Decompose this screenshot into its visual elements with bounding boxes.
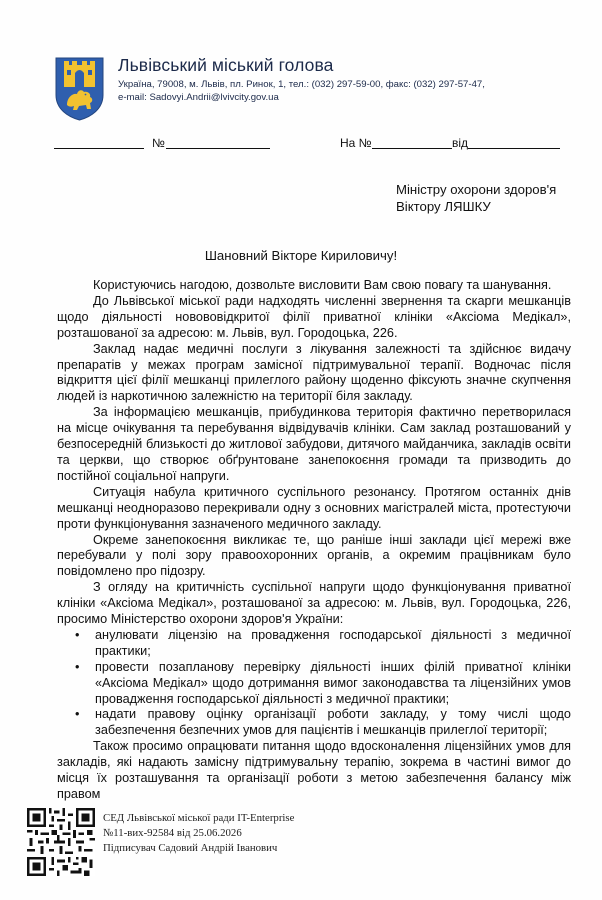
paragraph: Заклад надає медичні послуги з лікування залежності та здійснює видачу препаратів у межах програм замісної підтримувальної терапії. Водночас після відкриття цієї філії мешканці прилеглого району щоденно фіксують значне скупчення людей із наркотичною залежністю на території біля закладу.: [57, 341, 571, 404]
footer-document-number: №11-вих-92584 від 25.06.2026: [103, 827, 242, 839]
paragraph: Користуючись нагодою, дозвольте висловити Вам свою повагу та шанування.: [93, 278, 552, 292]
paragraph: Ситуація набула критичного суспільного резонансу. Протягом останніх днів мешканці неодноразово перекривали одну з основних магістралей міста, протестуючи проти функціонування зазначеного медичного закладу.: [57, 484, 571, 531]
header-title: Львівський міський голова: [118, 55, 334, 75]
outgoing-number-blank: [166, 148, 270, 149]
letter-body: [57, 278, 571, 803]
paragraph: Окреме занепокоєння викликає те, що раніше інші заклади цієї мережі вже перебували у полі зору правоохоронних органів, а окремим працівникам було повідомлено про підозру.: [57, 532, 571, 579]
lviv-coat-of-arms-icon: [55, 57, 104, 121]
footer-eds-system: СЕД Львівської міської ради IT-Enterprise: [103, 812, 295, 824]
outgoing-date-blank: [54, 148, 144, 149]
paragraph: За інформацією мешканців, прибудинкова територія фактично перетворилася на місце очікування та перебування відвідувачів клініки. Сам заклад розташований у безпосередній близькості до житлової забудови, дитячого майданчика, закладів освіти та церкви, що створює обґрунтоване занепокоєння громади та призводить до постійної соціальної напруги.: [57, 405, 571, 483]
salutation: Шановний Вікторе Кириловичу!: [204, 248, 398, 263]
header-email-text: e-mail: Sadovyi.Andrii@lvivcity.gov.ua: [118, 92, 279, 103]
incoming-date-blank: [468, 148, 560, 149]
outgoing-number-sign: №: [152, 136, 165, 150]
addressee-position: Міністру охорони здоров'я: [396, 182, 557, 197]
header-address: Україна, 79008, м. Львів, пл. Ринок, 1, тел.: (032) 297-59-00, факс: (032) 297-57-47,: [118, 79, 485, 90]
paragraph: Також просимо опрацювати питання щодо вдосконалення ліцензійних умов для закладів, які надають замісну підтримувальну терапію, зокрема в частині вимог до місця їх розташування та організації роботи з метою забезпечення балансу між правом: [57, 739, 571, 801]
qr-code-icon: [26, 808, 96, 876]
incoming-number-label: На №: [340, 136, 372, 150]
incoming-number-blank: [372, 148, 452, 149]
request-list-item: • провести позапланову перевірку діяльності інших філій приватної клініки «Аксіома Медікал» щодо дотримання вимог законодавства та ліцензійних умов провадження господарської діяльності з медичної практики;: [57, 660, 571, 708]
request-list-item: • анулювати ліцензію на провадження господарської діяльності з медичної практики;: [57, 628, 571, 660]
addressee-name: Віктору ЛЯШКУ: [396, 199, 491, 214]
paragraph: До Львівської міської ради надходять численні звернення та скарги мешканців щодо діяльності новововідкритої філії приватної клініки «Аксіома Медікал», розташованої за адресою: м. Львів, вул. Городоцька, 226.: [57, 293, 571, 340]
incoming-date-label: від: [452, 136, 469, 150]
paragraph: З огляду на критичність суспільної напруги щодо функціонування приватної клініки «Аксіома Медікал», розташованої за адресою: м. Львів, вул. Городоцька, 226, просимо Міністерство охорони здоров'я України:: [57, 580, 571, 627]
header-email[interactable]: [118, 92, 279, 103]
request-list-item: • надати правову оцінку організації роботи закладу, у тому числі щодо забезпечення безпечних умов для пацієнтів і мешканців прилеглої території;: [57, 707, 571, 739]
footer-signer: Підписувач Садовий Андрій Іванович: [103, 842, 278, 854]
